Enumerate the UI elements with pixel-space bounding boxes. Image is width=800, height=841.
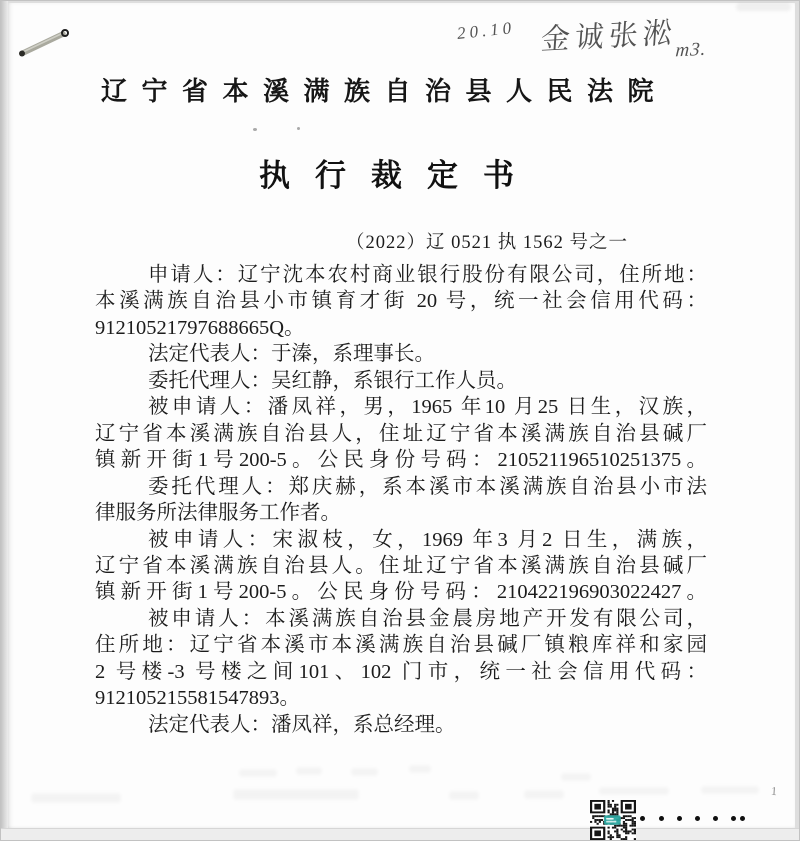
ink-speck <box>253 128 257 131</box>
bleedthrough-smudge <box>409 765 431 773</box>
document-title: 执行裁定书 <box>259 158 539 193</box>
body-line: 91210521797688665Q。 <box>95 316 305 339</box>
scan-edge-left <box>1 1 8 840</box>
scan-edge-bottom <box>1 828 799 840</box>
bleedthrough-smudge <box>701 786 759 794</box>
bleedthrough-smudge <box>233 789 359 800</box>
bleedthrough-smudge <box>351 768 378 776</box>
body-line: 本溪满族自治县小市镇育才街 20 号，统一社会信用代码： <box>95 290 707 313</box>
dot <box>677 816 682 821</box>
separator-dots <box>1 816 800 822</box>
body-line: 申请人：辽宁沈本农村商业银行股份有限公司，住所地： <box>148 264 707 286</box>
bleedthrough-smudge <box>524 790 564 799</box>
pen-clip-icon <box>15 25 77 63</box>
body-text <box>95 262 707 738</box>
body-line: 法定代表人：潘凤祥，系总经理。 <box>148 713 456 736</box>
dot <box>731 816 736 821</box>
scan-noise <box>736 3 791 11</box>
body-line: 被申请人：潘凤祥，男，1965 年10 月25 日生，汉族， <box>148 396 707 419</box>
body-line: 法定代表人：于溱，系理事长。 <box>148 343 435 366</box>
body-line: 2 号楼-3 号楼之间101、102 门市，统一社会信用代码： <box>95 660 707 683</box>
body-line: 委托代理人：吴红静，系银行工作人员。 <box>148 369 517 392</box>
pen-clip-object <box>15 25 77 68</box>
handwritten-date: 20.10 <box>456 18 517 43</box>
dot <box>740 816 745 821</box>
bleedthrough-smudge <box>599 787 669 795</box>
dot <box>695 816 700 821</box>
dot <box>659 816 664 821</box>
body-line: 住所地：辽宁省本溪市本溪满族自治县碱厂镇粮库祥和家园 <box>95 634 707 657</box>
body-line: 镇新开街1号200-5。公民身份号码：210422196903022427。 <box>95 581 707 604</box>
court-name: 辽宁省本溪满族自治县人民法院 <box>101 77 669 106</box>
body-line: 律服务所法律服务工作者。 <box>95 502 341 525</box>
body-line: 辽宁省本溪满族自治县人。住址辽宁省本溪满族自治县碱厂 <box>95 554 707 577</box>
handwritten-signature <box>539 9 710 62</box>
case-number: （2022）辽 0521 执 1562 号之一 <box>346 233 629 253</box>
body-line: 被申请人：本溪满族自治县金晨房地产开发有限公司， <box>148 607 707 630</box>
dot <box>640 816 645 821</box>
bleedthrough-smudge <box>296 767 322 775</box>
body-line: 镇新开街1号200-5。公民身份号码：210521196510251375。 <box>95 449 707 472</box>
handwritten-suffix: m3. <box>674 38 708 62</box>
body-line: 912105215581547893。 <box>95 687 300 710</box>
ink-speck <box>297 127 300 130</box>
dot <box>713 816 718 821</box>
bleedthrough-smudge <box>239 769 277 777</box>
body-line: 辽宁省本溪满族自治县人，住址辽宁省本溪满族自治县碱厂 <box>95 422 707 445</box>
bleedthrough-smudge <box>449 791 479 800</box>
bleedthrough-smudge <box>31 793 121 803</box>
faint-page-mark: 1 <box>770 783 778 799</box>
body-line: 被申请人：宋淑枝，女，1969 年3 月2 日生，满族， <box>148 528 707 551</box>
handwritten-signature-text: 金诚张淞 <box>539 17 678 57</box>
bleedthrough-smudge <box>561 773 591 781</box>
body-line: 委托代理人：郑庆赫，系本溪市本溪满族自治县小市法 <box>148 475 707 498</box>
